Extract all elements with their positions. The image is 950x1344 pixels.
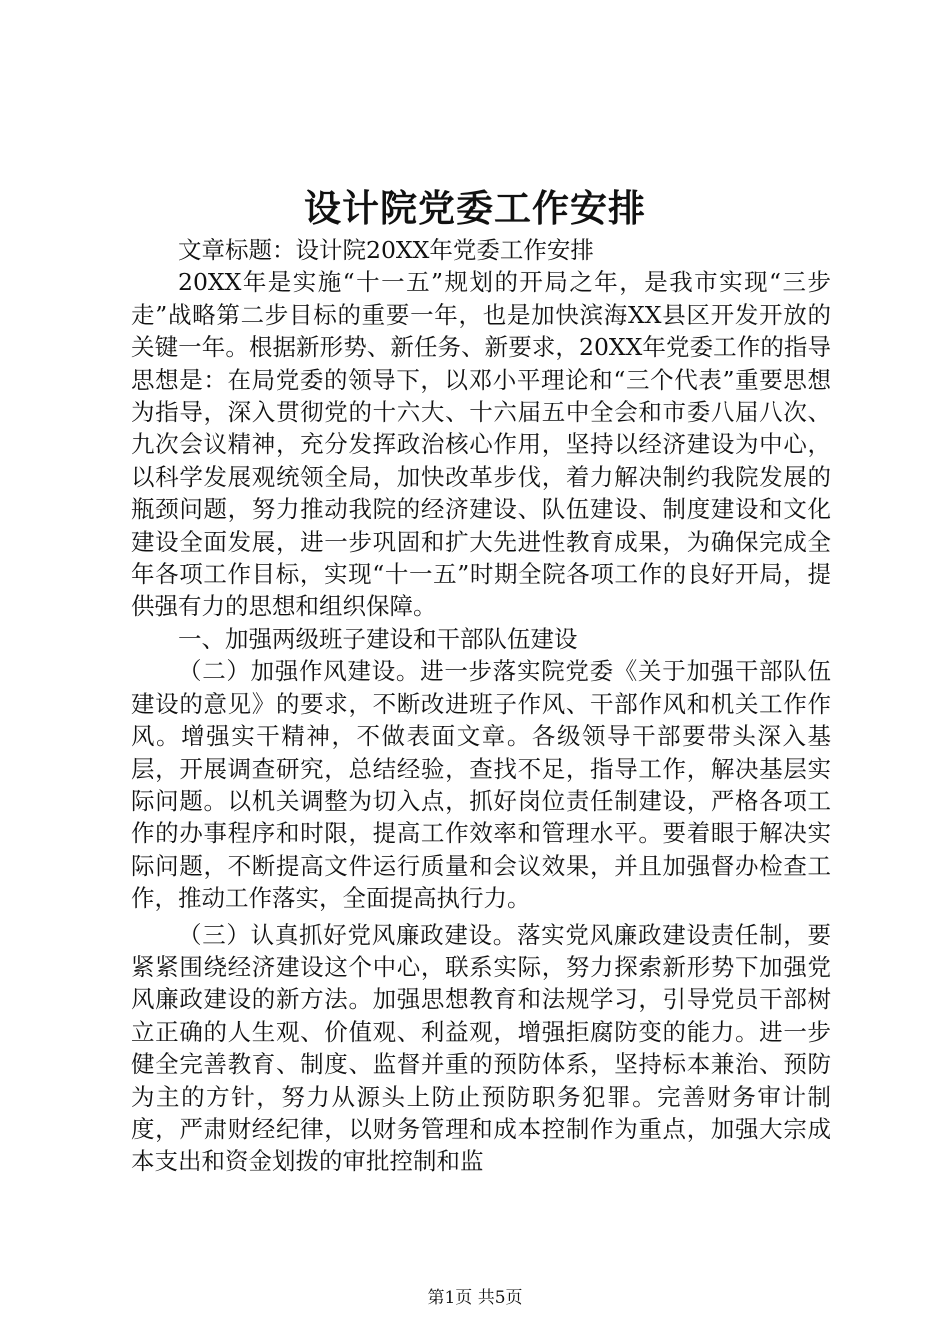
paragraph-clean-government: （三）认真抓好党风廉政建设。落实党风廉政建设责任制，要紧紧围绕经济建设这个中心，联系实际，努力探索新形势下加强党风廉政建设的新方法。加强思想教育和法规学习，引导党员干部树立正确的人生观、价值观、利益观，增强拒腐防变的能力。进一步健全完善教育、制度、监督并重的预防体系，坚持标本兼治、预防为主的方针，努力从源头上防止预防职务犯罪。完善财务审计制度，严肃财经纪律，以财务管理和成本控制作为重点，加强大宗成本支出和资金划拨的审批控制和监 <box>131 920 831 1176</box>
intro-paragraph: 20XX年是实施“十一五”规划的开局之年，是我市实现“三步走”战略第二步目标的重要一年，也是加快滨海XX县区开发开放的关键一年。根据新形势、新任务、新要求，20XX年党委工作的指导思想是：在局党委的领导下，以邓小平理论和“三个代表”重要思想为指导，深入贯彻党的十六大、十六届五中全会和市委八届八次、九次会议精神，充分发挥政治核心作用，坚持以经济建设为中心，以科学发展观统领全局，加快改革步伐，着力解决制约我院发展的瓶颈问题，努力推动我院的经济建设、队伍建设、制度建设和文化建设全面发展，进一步巩固和扩大先进性教育成果，为确保完成全年各项工作目标，实现“十一五”时期全院各项工作的良好开局，提供强有力的思想和组织保障。 <box>131 268 831 621</box>
section-heading: 一、加强两级班子建设和干部队伍建设 <box>178 624 578 653</box>
paragraph-style-building: （二）加强作风建设。进一步落实院党委《关于加强干部队伍建设的意见》的要求，不断改进班子作风、干部作风和机关工作作风。增强实干精神，不做表面文章。各级领导干部要带头深入基层，开展调查研究，总结经验，查找不足，指导工作，解决基层实际问题。以机关调整为切入点，抓好岗位责任制建设，严格各项工作的办事程序和时限，提高工作效率和管理水平。要着眼于解决实际问题，不断提高文件运行质量和会议效果，并且加强督办检查工作，推动工作落实，全面提高执行力。 <box>131 657 831 913</box>
document-body <box>131 234 831 1178</box>
article-title-line: 文章标题：设计院20XX年党委工作安排 <box>178 236 594 264</box>
document-title: 设计院党委工作安排 <box>304 186 646 230</box>
page-number-footer: 第1页 共5页 <box>427 1288 523 1308</box>
